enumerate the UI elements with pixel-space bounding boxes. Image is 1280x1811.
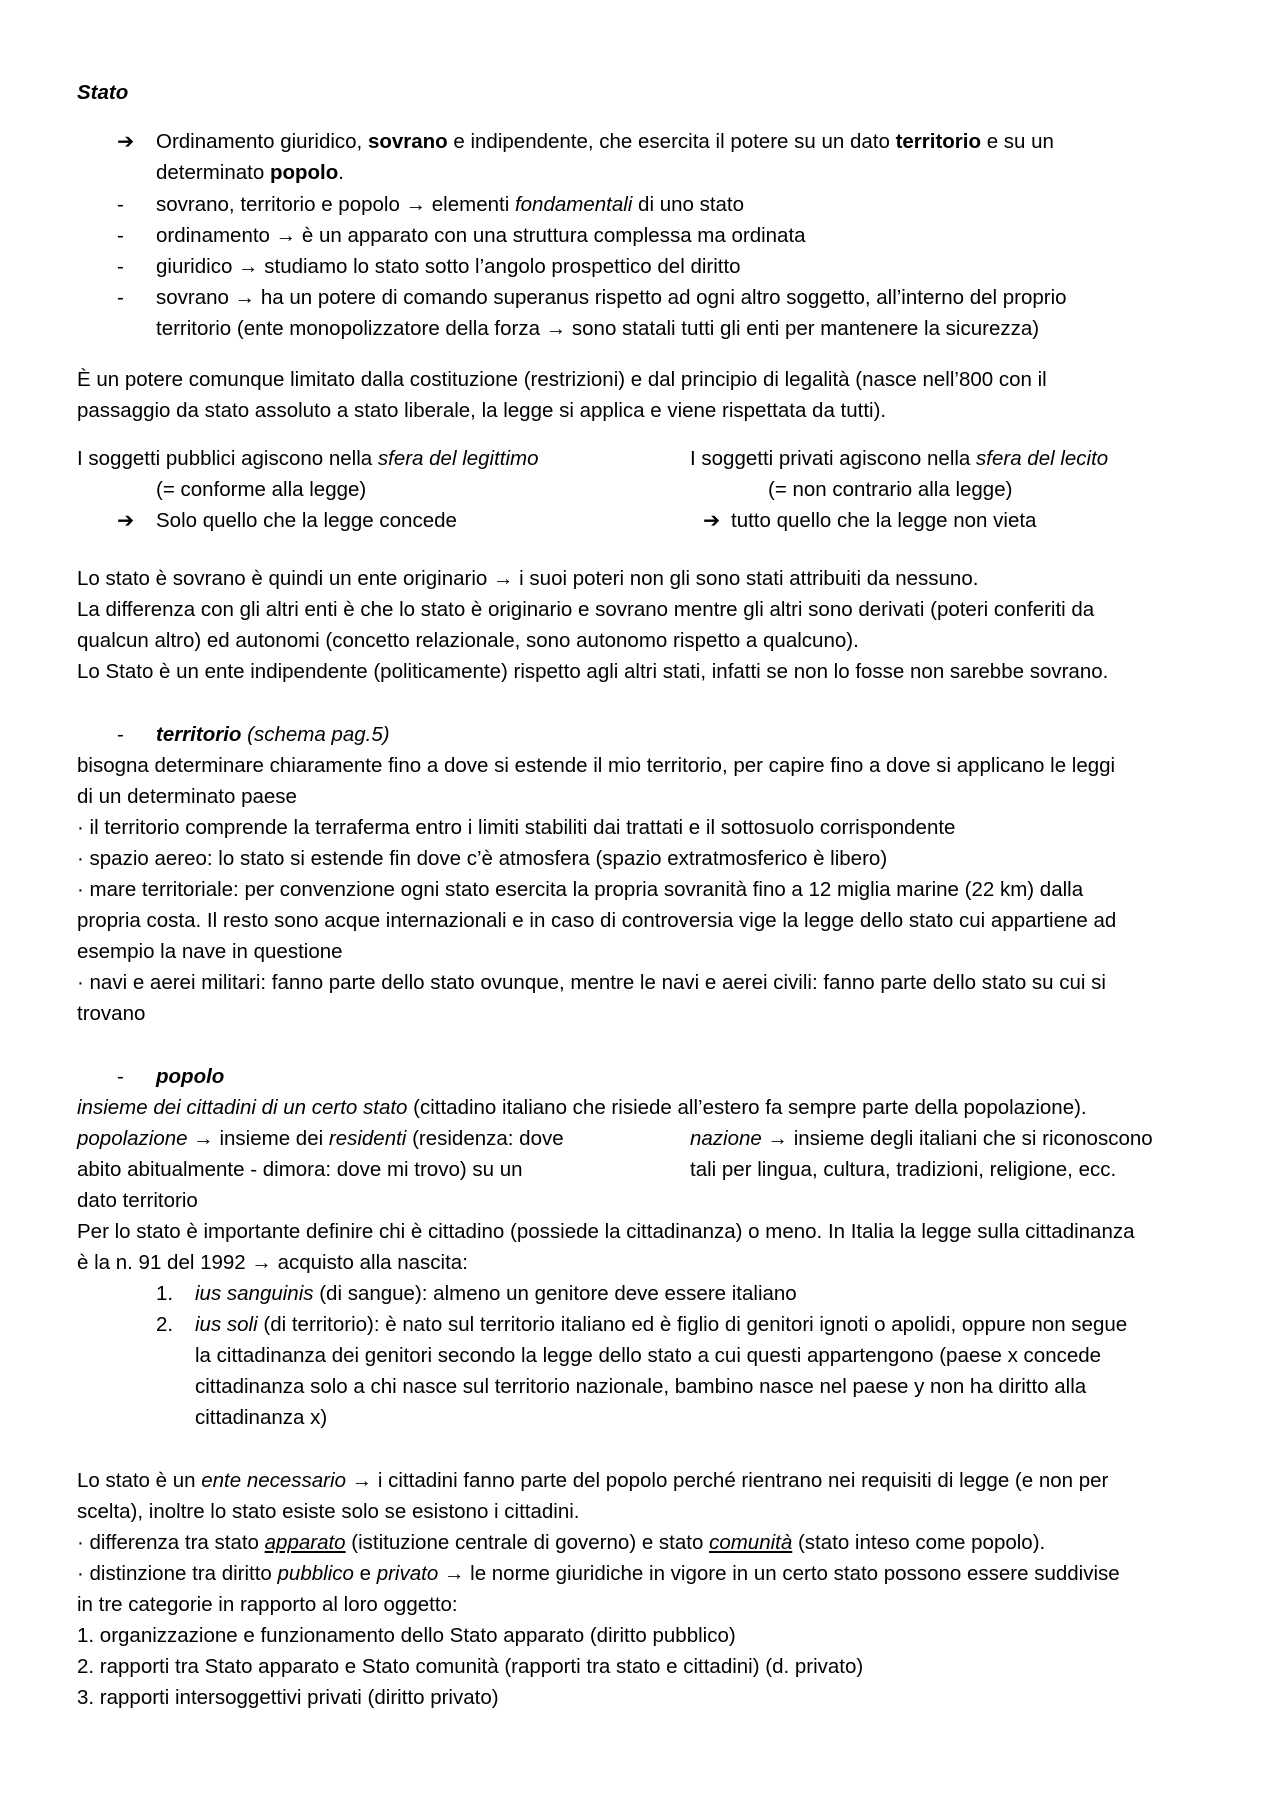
dash-bullet: - — [117, 723, 124, 746]
arrow-icon: → — [405, 193, 427, 216]
arrow-icon: → — [238, 255, 259, 278]
paragraph-line: · navi e aerei militari: fanno parte dello stato ovunque, mentre le navi e aerei civili: fanno parte dello stato su cui si — [77, 971, 1106, 994]
page-title: Stato — [77, 81, 129, 104]
paragraph-line: · spazio aereo: lo stato si estende fin dove c’è atmosfera (spazio extratmosferico è libero) — [77, 847, 888, 870]
arrow-icon: → — [275, 224, 297, 247]
list-item-cont: cittadinanza x) — [195, 1406, 328, 1429]
dash-bullet: - — [117, 193, 124, 216]
paragraph-line: · mare territoriale: per convenzione ogni stato esercita la propria sovranità fino a 12 miglia marine (22 km) dalla — [77, 878, 1084, 901]
paragraph-line: passaggio da stato assoluto a stato liberale, la legge si applica e viene rispettata da tutti). — [77, 399, 887, 422]
paragraph-line: scelta), inoltre lo stato esiste solo se esistono i cittadini. — [77, 1500, 580, 1523]
dash-bullet: - — [117, 286, 124, 309]
paragraph-line: È un potere comunque limitato dalla costituzione (restrizioni) e dal principio di legalità (nasce nell’800 con il — [77, 368, 1047, 391]
paragraph-line: esempio la nave in questione — [77, 940, 343, 963]
popolazione-line-1: popolazione → insieme dei residenti (residenza: dove — [77, 1127, 564, 1150]
arrow-icon: → — [767, 1127, 789, 1150]
right-column-line-1: I soggetti privati agiscono nella sfera del lecito — [690, 447, 1109, 470]
paragraph-line: Per lo stato è importante definire chi è cittadino (possiede la cittadinanza) o meno. In Italia la legge sulla cittadinanza — [77, 1220, 1135, 1243]
arrow-icon: → — [545, 317, 567, 340]
paragraph-line: Lo stato è sovrano è quindi un ente originario → i suoi poteri non gli sono stati attribuiti da nessuno. — [77, 567, 979, 590]
list-number: 1. — [156, 1282, 174, 1305]
arrow-icon: ➔ — [703, 509, 721, 532]
paragraph-line: insieme dei cittadini di un certo stato (cittadino italiano che risiede all’estero fa sempre parte della popolazione). — [77, 1096, 1087, 1119]
arrow-icon: ➔ — [117, 130, 135, 153]
paragraph-line: di un determinato paese — [77, 785, 297, 808]
arrow-icon: → — [351, 1469, 373, 1492]
paragraph-line: 3. rapporti intersoggettivi privati (diritto privato) — [77, 1686, 499, 1709]
left-column-line-3: Solo quello che la legge concede — [156, 509, 457, 532]
bullet-sovrano: sovrano → ha un potere di comando superanus rispetto ad ogni altro soggetto, all’interno del proprio — [156, 286, 1067, 309]
bullet-giuridico: giuridico → studiamo lo stato sotto l’angolo prospettico del diritto — [156, 255, 741, 278]
section-heading-popolo: popolo — [156, 1065, 225, 1088]
paragraph-line: qualcun altro) ed autonomi (concetto relazionale, sono autonomo rispetto a qualcuno). — [77, 629, 859, 652]
paragraph-line: · il territorio comprende la terraferma entro i limiti stabiliti dai trattati e il sottosuolo corrispondente — [77, 816, 956, 839]
paragraph-line: è la n. 91 del 1992 → acquisto alla nascita: — [77, 1251, 468, 1274]
arrow-icon: → — [234, 286, 256, 309]
right-column-line-2: (= non contrario alla legge) — [768, 478, 1013, 501]
list-item-cont: la cittadinanza dei genitori secondo la legge dello stato a cui questi appartengono (paese x concede — [195, 1344, 1102, 1367]
paragraph-line: La differenza con gli altri enti è che lo stato è originario e sovrano mentre gli altri sono derivati (poteri conferiti da — [77, 598, 1095, 621]
paragraph-line: in tre categorie in rapporto al loro oggetto: — [77, 1593, 458, 1616]
definition-line-1: Ordinamento giuridico, sovrano e indipendente, che esercita il potere su un dato territorio e su un — [156, 130, 1054, 153]
paragraph-line: 2. rapporti tra Stato apparato e Stato comunità (rapporti tra stato e cittadini) (d. privato) — [77, 1655, 864, 1678]
definition-line-2: determinato popolo. — [156, 161, 344, 184]
left-column-line-2: (= conforme alla legge) — [156, 478, 367, 501]
paragraph-line: propria costa. Il resto sono acque internazionali e in caso di controversia vige la legge dello stato cui appartiene ad — [77, 909, 1117, 932]
paragraph-line: · distinzione tra diritto pubblico e privato → le norme giuridiche in vigore in un certo stato possono essere suddivise — [77, 1562, 1120, 1585]
left-column-line-1: I soggetti pubblici agiscono nella sfera del legittimo — [77, 447, 539, 470]
arrow-icon: → — [251, 1251, 272, 1274]
arrow-icon: → — [492, 567, 514, 590]
arrow-icon: → — [193, 1127, 214, 1150]
list-item-cont: cittadinanza solo a chi nasce sul territorio nazionale, bambino nasce nel paese y non ha diritto alla — [195, 1375, 1087, 1398]
list-item: ius soli (di territorio): è nato sul territorio italiano ed è figlio di genitori ignoti o apolidi, oppure non segue — [195, 1313, 1128, 1336]
paragraph-line: bisogna determinare chiaramente fino a dove si estende il mio territorio, per capire fino a dove si applicano le leggi — [77, 754, 1116, 777]
paragraph-line: 1. organizzazione e funzionamento dello Stato apparato (diritto pubblico) — [77, 1624, 736, 1647]
arrow-icon: → — [443, 1562, 465, 1585]
paragraph-line: Lo stato è un ente necessario → i cittadini fanno parte del popolo perché rientrano nei requisiti di legge (e non per — [77, 1469, 1109, 1492]
right-column-line-3: tutto quello che la legge non vieta — [731, 509, 1037, 532]
list-item: ius sanguinis (di sangue): almeno un genitore deve essere italiano — [195, 1282, 797, 1305]
nazione-line-1: nazione → insieme degli italiani che si riconoscono — [690, 1127, 1153, 1150]
dash-bullet: - — [117, 255, 124, 278]
paragraph-line: trovano — [77, 1002, 146, 1025]
list-number: 2. — [156, 1313, 174, 1336]
dash-bullet: - — [117, 224, 124, 247]
paragraph-line: · differenza tra stato apparato (istituzione centrale di governo) e stato comunità (stato inteso come popolo). — [77, 1531, 1046, 1554]
bullet-sovrano-cont: territorio (ente monopolizzatore della forza → sono statali tutti gli enti per mantenere la sicurezza) — [156, 317, 1040, 340]
bullet-ordinamento: ordinamento → è un apparato con una struttura complessa ma ordinata — [156, 224, 806, 247]
arrow-icon: ➔ — [117, 509, 135, 532]
nazione-line-2: tali per lingua, cultura, tradizioni, religione, ecc. — [690, 1158, 1117, 1181]
bullet-elements: sovrano, territorio e popolo → elementi fondamentali di uno stato — [156, 193, 745, 216]
section-heading-territorio: territorio (schema pag.5) — [156, 723, 390, 746]
popolazione-line-2: abito abitualmente - dimora: dove mi trovo) su un — [77, 1158, 523, 1181]
dash-bullet: - — [117, 1065, 124, 1088]
popolazione-line-3: dato territorio — [77, 1189, 198, 1212]
paragraph-line: Lo Stato è un ente indipendente (politicamente) rispetto agli altri stati, infatti se non lo fosse non sarebbe sovrano. — [77, 660, 1109, 683]
